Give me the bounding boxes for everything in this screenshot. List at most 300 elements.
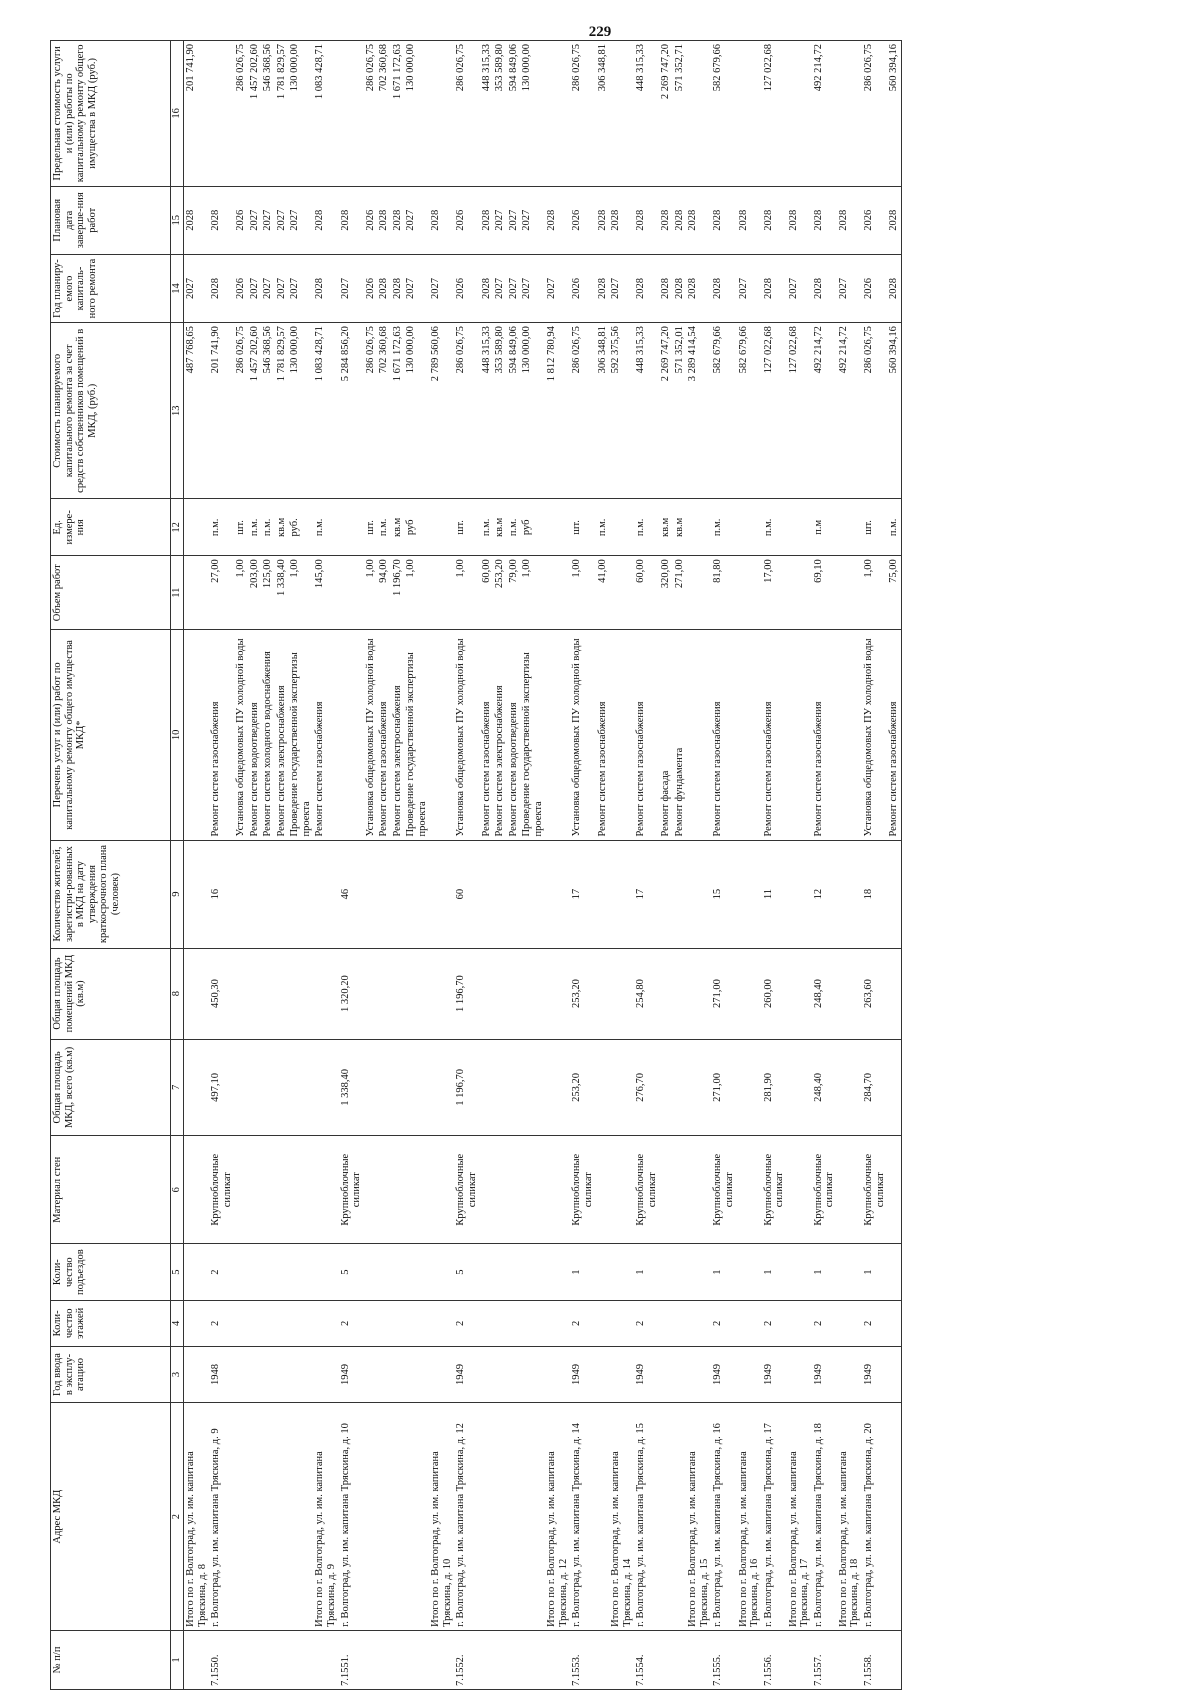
plan-year-cell: 2027 [429, 254, 454, 322]
residents-cell [391, 840, 405, 948]
floors-cell [288, 1301, 313, 1346]
cost-cell: 127 022,68 [787, 323, 812, 499]
residents-cell [787, 840, 812, 948]
table-row [480, 41, 494, 1690]
table-row [391, 41, 405, 1690]
total-area-cell [364, 1039, 378, 1136]
entrances-cell [377, 1244, 391, 1301]
plan-year-cell: 2027 [288, 254, 313, 322]
table-row [454, 41, 479, 1690]
end-date-cell: 2028 [209, 186, 234, 254]
year-cell [493, 1346, 507, 1403]
premises-area-cell: 253,20 [570, 948, 595, 1039]
entrances-cell [313, 1244, 338, 1301]
limit-cost-cell: 448 315,33 [480, 41, 494, 187]
floors-cell [787, 1301, 812, 1346]
table-row [234, 41, 248, 1690]
plan-year-cell: 2027 [339, 254, 364, 322]
total-area-cell [261, 1039, 275, 1136]
floors-cell [248, 1301, 262, 1346]
premises-area-cell [377, 948, 391, 1039]
total-area-cell [480, 1039, 494, 1136]
total-area-cell [837, 1039, 862, 1136]
total-area-cell [545, 1039, 570, 1136]
table-row [339, 41, 364, 1690]
residents-cell: 17 [570, 840, 595, 948]
residents-cell [545, 840, 570, 948]
volume-cell: 1,00 [862, 556, 887, 630]
floors-cell [609, 1301, 634, 1346]
floors-cell: 2 [570, 1301, 595, 1346]
premises-area-cell [520, 948, 545, 1039]
column-number: 5 [171, 1244, 184, 1301]
volume-cell [686, 556, 711, 630]
premises-area-cell: 1 320,20 [339, 948, 364, 1039]
table-row [711, 41, 736, 1690]
residents-cell [261, 840, 275, 948]
entrances-cell [234, 1244, 248, 1301]
residents-cell: 15 [711, 840, 736, 948]
residents-cell [887, 840, 901, 948]
year-cell [787, 1346, 812, 1403]
entrances-cell [248, 1244, 262, 1301]
total-row [429, 41, 454, 1690]
floors-cell [507, 1301, 521, 1346]
entrances-cell [787, 1244, 812, 1301]
volume-cell [429, 556, 454, 630]
entrances-cell [288, 1244, 313, 1301]
end-date-cell: 2028 [391, 186, 405, 254]
limit-cost-cell [545, 41, 570, 187]
residents-cell [737, 840, 762, 948]
premises-area-cell: 450,30 [209, 948, 234, 1039]
unit-cell [339, 499, 364, 556]
limit-cost-cell: 306 348,81 [596, 41, 610, 187]
residents-cell [429, 840, 454, 948]
row-number [737, 1630, 762, 1689]
works-cell [686, 630, 711, 840]
end-date-cell: 2028 [686, 186, 711, 254]
wall-material-cell [234, 1136, 248, 1244]
address-cell: г. Волгоград, ул. им. капитана Тряскина, д. 12 [454, 1403, 479, 1630]
wall-material-cell: Крупноблочные силикат [634, 1136, 659, 1244]
year-cell [261, 1346, 275, 1403]
address-cell [391, 1403, 405, 1630]
column-number: 10 [171, 630, 184, 840]
premises-area-cell [737, 948, 762, 1039]
limit-cost-cell: 1 671 172,63 [391, 41, 405, 187]
end-date-cell: 2026 [234, 186, 248, 254]
volume-cell: 79,00 [507, 556, 521, 630]
header-cell: Стоимость планируемого капитального ремонта за счет средств собственников помещений в МКД, (руб.) [51, 323, 171, 499]
limit-cost-cell: 201 741,90 [184, 41, 210, 187]
row-number [261, 1630, 275, 1689]
year-cell [609, 1346, 634, 1403]
works-cell: Ремонт систем водоотведения [248, 630, 262, 840]
cost-cell: 5 284 856,20 [339, 323, 364, 499]
floors-cell [686, 1301, 711, 1346]
unit-cell [837, 499, 862, 556]
premises-area-cell: 254,80 [634, 948, 659, 1039]
row-number [673, 1630, 687, 1689]
total-area-cell [288, 1039, 313, 1136]
table-row [288, 41, 313, 1690]
premises-area-cell [429, 948, 454, 1039]
entrances-cell [545, 1244, 570, 1301]
floors-cell [659, 1301, 673, 1346]
entrances-cell [507, 1244, 521, 1301]
total-area-cell [673, 1039, 687, 1136]
works-cell: Проведение государственной экспертизы проекта [288, 630, 313, 840]
column-number: 14 [171, 254, 184, 322]
works-cell: Установка общедомовых ПУ холодной воды [234, 630, 248, 840]
floors-cell [404, 1301, 429, 1346]
premises-area-cell [596, 948, 610, 1039]
end-date-cell: 2027 [275, 186, 289, 254]
end-date-cell: 2027 [248, 186, 262, 254]
address-cell [480, 1403, 494, 1630]
premises-area-cell [234, 948, 248, 1039]
premises-area-cell [364, 948, 378, 1039]
volume-cell: 1 196,70 [391, 556, 405, 630]
wall-material-cell [507, 1136, 521, 1244]
floors-cell [184, 1301, 210, 1346]
volume-cell: 41,00 [596, 556, 610, 630]
cost-cell: 130 000,00 [520, 323, 545, 499]
unit-cell: шт. [364, 499, 378, 556]
rotated-page [50, 40, 1160, 1690]
unit-cell: кв.м [275, 499, 289, 556]
address-cell [234, 1403, 248, 1630]
volume-cell [737, 556, 762, 630]
total-area-cell [737, 1039, 762, 1136]
wall-material-cell [737, 1136, 762, 1244]
row-number: 7.1557. [812, 1630, 837, 1689]
address-cell [261, 1403, 275, 1630]
plan-year-cell: 2026 [454, 254, 479, 322]
entrances-cell: 2 [209, 1244, 234, 1301]
row-number: 7.1554. [634, 1630, 659, 1689]
entrances-cell [364, 1244, 378, 1301]
total-area-cell [404, 1039, 429, 1136]
works-cell: Ремонт систем газоснабжения [377, 630, 391, 840]
row-number [596, 1630, 610, 1689]
end-date-cell: 2026 [454, 186, 479, 254]
total-area-cell [248, 1039, 262, 1136]
year-cell [659, 1346, 673, 1403]
row-number: 7.1550. [209, 1630, 234, 1689]
plan-year-cell: 2028 [596, 254, 610, 322]
entrances-cell [391, 1244, 405, 1301]
wall-material-cell [596, 1136, 610, 1244]
premises-area-cell [887, 948, 901, 1039]
plan-year-cell: 2027 [184, 254, 210, 322]
volume-cell: 145,00 [313, 556, 338, 630]
total-area-cell [184, 1039, 210, 1136]
works-cell [737, 630, 762, 840]
residents-cell: 46 [339, 840, 364, 948]
unit-cell [429, 499, 454, 556]
total-area-cell [596, 1039, 610, 1136]
year-cell [364, 1346, 378, 1403]
works-cell: Ремонт систем газоснабжения [887, 630, 901, 840]
works-cell: Ремонт систем газоснабжения [313, 630, 338, 840]
column-number: 11 [171, 556, 184, 630]
header-cell: Ед. измере-ния [51, 499, 171, 556]
unit-cell: п.м. [377, 499, 391, 556]
year-cell: 1949 [570, 1346, 595, 1403]
unit-cell [737, 499, 762, 556]
address-cell: Итого по г. Волгоград, ул. им. капитана Тряскина, д. 17 [787, 1403, 812, 1630]
floors-cell [480, 1301, 494, 1346]
plan-year-cell: 2026 [234, 254, 248, 322]
volume-cell: 1,00 [364, 556, 378, 630]
limit-cost-cell: 353 589,80 [493, 41, 507, 187]
year-cell [545, 1346, 570, 1403]
floors-cell [837, 1301, 862, 1346]
premises-area-cell [184, 948, 210, 1039]
works-cell [609, 630, 634, 840]
unit-cell: п.м. [248, 499, 262, 556]
plan-year-cell: 2027 [507, 254, 521, 322]
wall-material-cell [787, 1136, 812, 1244]
address-cell [520, 1403, 545, 1630]
residents-cell [493, 840, 507, 948]
column-number: 3 [171, 1346, 184, 1403]
page-number: 229 [588, 24, 612, 40]
column-number: 16 [171, 41, 184, 187]
year-cell [887, 1346, 901, 1403]
plan-year-cell: 2028 [313, 254, 338, 322]
unit-cell: кв.м [391, 499, 405, 556]
table-row [493, 41, 507, 1690]
address-cell [364, 1403, 378, 1630]
row-number [837, 1630, 862, 1689]
cost-cell: 560 394,16 [887, 323, 901, 499]
end-date-cell: 2028 [313, 186, 338, 254]
column-number: 9 [171, 840, 184, 948]
works-cell: Установка общедомовых ПУ холодной воды [862, 630, 887, 840]
cost-cell: 1 781 829,57 [275, 323, 289, 499]
floors-cell [234, 1301, 248, 1346]
address-cell [659, 1403, 673, 1630]
cost-cell: 286 026,75 [364, 323, 378, 499]
cost-cell: 492 214,72 [837, 323, 862, 499]
total-area-cell: 497,10 [209, 1039, 234, 1136]
limit-cost-cell: 492 214,72 [812, 41, 837, 187]
limit-cost-cell [429, 41, 454, 187]
address-cell: Итого по г. Волгоград, ул. им. капитана Тряскина, д. 14 [609, 1403, 634, 1630]
end-date-cell: 2028 [634, 186, 659, 254]
wall-material-cell: Крупноблочные силикат [454, 1136, 479, 1244]
year-cell: 1949 [862, 1346, 887, 1403]
plan-year-cell: 2027 [837, 254, 862, 322]
entrances-cell [480, 1244, 494, 1301]
year-cell [507, 1346, 521, 1403]
wall-material-cell: Крупноблочные силикат [762, 1136, 787, 1244]
works-cell: Установка общедомовых ПУ холодной воды [364, 630, 378, 840]
volume-cell: 27,00 [209, 556, 234, 630]
limit-cost-cell: 1 457 202,60 [248, 41, 262, 187]
total-area-cell [313, 1039, 338, 1136]
cost-cell: 127 022,68 [762, 323, 787, 499]
entrances-cell: 1 [570, 1244, 595, 1301]
wall-material-cell [673, 1136, 687, 1244]
table-row [596, 41, 610, 1690]
header-cell: Объем работ [51, 556, 171, 630]
floors-cell [377, 1301, 391, 1346]
floors-cell: 2 [634, 1301, 659, 1346]
address-cell [673, 1403, 687, 1630]
floors-cell: 2 [454, 1301, 479, 1346]
limit-cost-cell: 286 026,75 [234, 41, 248, 187]
end-date-cell: 2028 [480, 186, 494, 254]
entrances-cell [596, 1244, 610, 1301]
table-row [570, 41, 595, 1690]
entrances-cell: 1 [711, 1244, 736, 1301]
residents-cell [673, 840, 687, 948]
limit-cost-cell: 130 000,00 [404, 41, 429, 187]
year-cell [737, 1346, 762, 1403]
limit-cost-cell: 448 315,33 [634, 41, 659, 187]
volume-cell: 1,00 [454, 556, 479, 630]
year-cell [184, 1346, 210, 1403]
limit-cost-cell: 286 026,75 [364, 41, 378, 187]
wall-material-cell [288, 1136, 313, 1244]
row-number [507, 1630, 521, 1689]
volume-cell: 203,00 [248, 556, 262, 630]
unit-cell: п.м. [209, 499, 234, 556]
cost-cell: 487 768,65 [184, 323, 210, 499]
floors-cell [673, 1301, 687, 1346]
end-date-cell: 2026 [570, 186, 595, 254]
premises-area-cell [787, 948, 812, 1039]
cost-cell: 492 214,72 [812, 323, 837, 499]
table-row [248, 41, 262, 1690]
volume-cell [545, 556, 570, 630]
plan-year-cell: 2028 [686, 254, 711, 322]
entrances-cell [837, 1244, 862, 1301]
unit-cell: п.м. [634, 499, 659, 556]
table-row [887, 41, 901, 1690]
header-cell: Год ввода в эксплу-атацию [51, 1346, 171, 1403]
table-row [634, 41, 659, 1690]
cost-cell: 286 026,75 [862, 323, 887, 499]
total-area-cell [887, 1039, 901, 1136]
cost-cell: 130 000,00 [404, 323, 429, 499]
entrances-cell: 5 [339, 1244, 364, 1301]
row-number [520, 1630, 545, 1689]
works-cell: Ремонт систем электроснабжения [391, 630, 405, 840]
entrances-cell [887, 1244, 901, 1301]
entrances-cell [659, 1244, 673, 1301]
total-area-cell [520, 1039, 545, 1136]
works-cell: Ремонт систем газоснабжения [634, 630, 659, 840]
column-number: 8 [171, 948, 184, 1039]
volume-cell [184, 556, 210, 630]
row-number [234, 1630, 248, 1689]
end-date-cell: 2028 [184, 186, 210, 254]
residents-cell [184, 840, 210, 948]
header-cell: Год планиру-емого капиталь-ного ремонта [51, 254, 171, 322]
volume-cell: 1,00 [288, 556, 313, 630]
total-area-cell: 253,20 [570, 1039, 595, 1136]
residents-cell [234, 840, 248, 948]
total-area-cell [391, 1039, 405, 1136]
wall-material-cell [429, 1136, 454, 1244]
column-number: 1 [171, 1630, 184, 1689]
wall-material-cell [313, 1136, 338, 1244]
works-cell [787, 630, 812, 840]
table-row [507, 41, 521, 1690]
plan-year-cell: 2028 [812, 254, 837, 322]
unit-cell: шт. [570, 499, 595, 556]
works-cell: Установка общедомовых ПУ холодной воды [454, 630, 479, 840]
limit-cost-cell: 1 083 428,71 [313, 41, 338, 187]
row-number [184, 1630, 210, 1689]
total-row [545, 41, 570, 1690]
year-cell: 1948 [209, 1346, 234, 1403]
premises-area-cell: 260,00 [762, 948, 787, 1039]
works-cell [837, 630, 862, 840]
floors-cell [261, 1301, 275, 1346]
header-cell: Коли-чество этажей [51, 1301, 171, 1346]
table-row [673, 41, 687, 1690]
address-cell [248, 1403, 262, 1630]
header-cell: Предельная стоимость услуги и (или) работы по капитальному ремонту общего имущества в МКД (руб.) [51, 41, 171, 187]
unit-cell [184, 499, 210, 556]
year-cell [248, 1346, 262, 1403]
header-cell: Плановая дата заверше-ния работ [51, 186, 171, 254]
premises-area-cell [288, 948, 313, 1039]
entrances-cell [404, 1244, 429, 1301]
header-cell: № п/п [51, 1630, 171, 1689]
unit-cell: шт. [454, 499, 479, 556]
address-cell [288, 1403, 313, 1630]
unit-cell: п.м. [507, 499, 521, 556]
plan-year-cell: 2028 [673, 254, 687, 322]
wall-material-cell [364, 1136, 378, 1244]
unit-cell: п.м. [480, 499, 494, 556]
end-date-cell: 2027 [493, 186, 507, 254]
cost-cell: 286 026,75 [454, 323, 479, 499]
unit-cell: кв.м [659, 499, 673, 556]
plan-year-cell: 2027 [737, 254, 762, 322]
total-area-cell: 271,00 [711, 1039, 736, 1136]
cost-cell: 448 315,33 [634, 323, 659, 499]
works-cell: Проведение государственной экспертизы проекта [404, 630, 429, 840]
end-date-cell: 2028 [887, 186, 901, 254]
wall-material-cell [480, 1136, 494, 1244]
wall-material-cell: Крупноблочные силикат [570, 1136, 595, 1244]
volume-cell: 125,00 [261, 556, 275, 630]
total-area-cell [275, 1039, 289, 1136]
plan-year-cell: 2028 [391, 254, 405, 322]
total-area-cell [659, 1039, 673, 1136]
floors-cell [364, 1301, 378, 1346]
premises-area-cell [313, 948, 338, 1039]
year-cell: 1949 [339, 1346, 364, 1403]
row-number: 7.1555. [711, 1630, 736, 1689]
cost-cell: 702 360,68 [377, 323, 391, 499]
address-cell: Итого по г. Волгоград, ул. им. капитана Тряскина, д. 18 [837, 1403, 862, 1630]
unit-cell: руб [520, 499, 545, 556]
cost-cell: 448 315,33 [480, 323, 494, 499]
column-number: 7 [171, 1039, 184, 1136]
residents-cell [837, 840, 862, 948]
entrances-cell [609, 1244, 634, 1301]
residents-cell [313, 840, 338, 948]
